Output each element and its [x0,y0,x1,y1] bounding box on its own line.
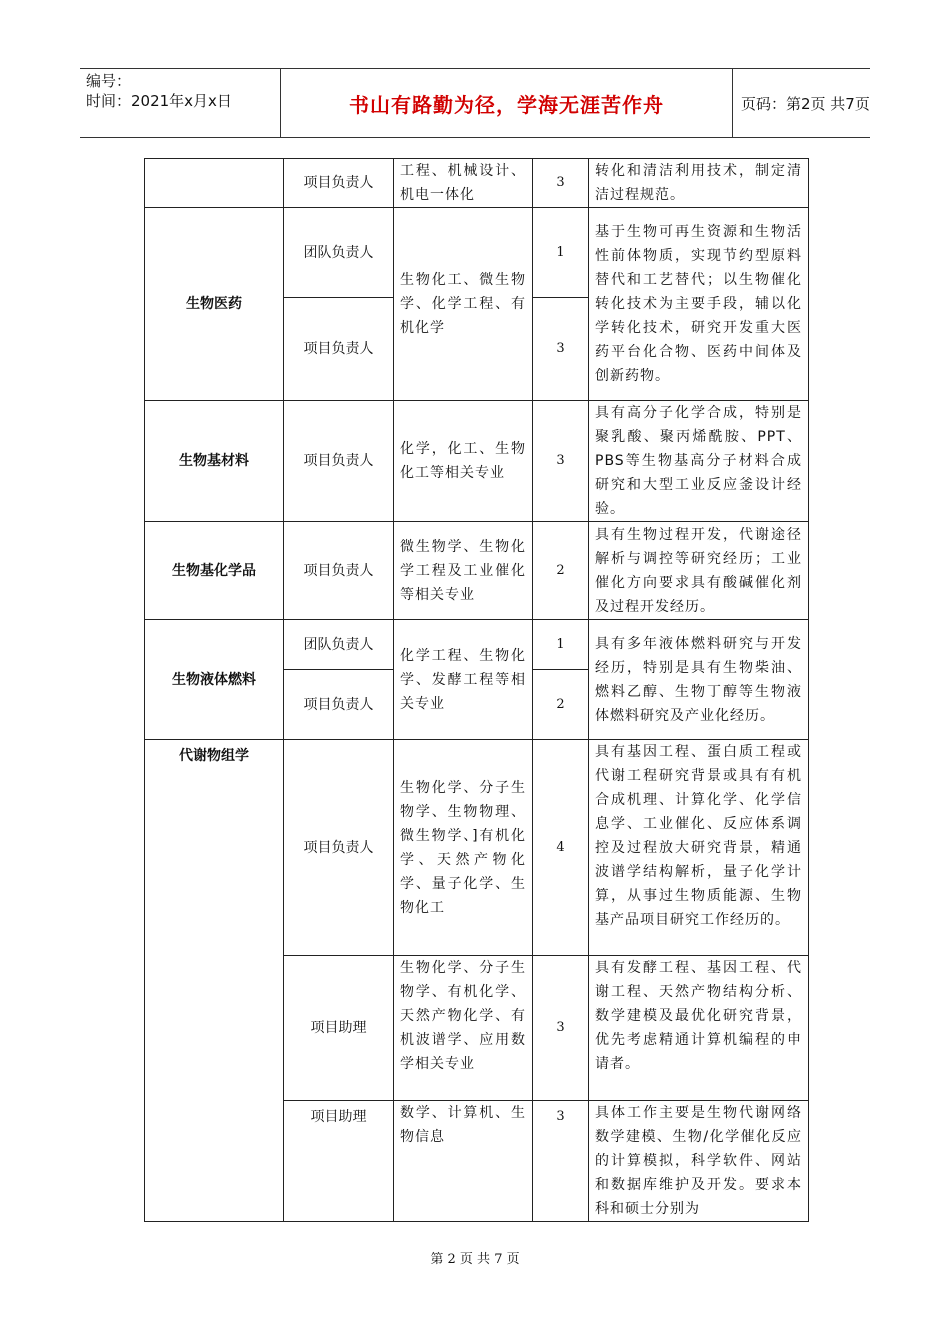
page-indicator: 页码：第2页 共7页 [741,94,870,113]
requirement-cell: 基于生物可再生资源和生物活性前体物质，实现节约型原料替代和工艺替代；以生物催化转化技术为主要手段，辅以化学转化技术，研究开发重大医药平台化合物、医药中间体及创新药物。 [589,208,809,401]
category-cell: 生物基材料 [145,401,284,522]
requirement-cell: 具有发酵工程、基因工程、代谢工程、天然产物结构分析、数学建模及最优化研究背景，优先考虑精通计算机编程的申请者。 [589,956,809,1101]
table-row [145,620,809,670]
category-cell: 生物医药 [145,208,284,401]
count-cell: 2 [533,670,589,740]
requirement-cell: 具体工作主要是生物代谢网络数学建模、生物/化学催化反应的计算模拟，科学软件、网站和数据库维护及开发。要求本科和硕士分别为 [589,1101,809,1222]
number-label: 编号： [86,72,132,90]
role-cell: 团队负责人 [284,620,394,670]
category-cell [145,159,284,208]
major-cell: 生物化学、分子生物学、生物物理、微生物学、]有机化学、天然产物化学、量子化学、生物化工 [394,740,533,956]
requirement-cell: 转化和清洁利用技术，制定清洁过程规范。 [589,159,809,208]
count-cell: 1 [533,620,589,670]
count-cell: 3 [533,1101,589,1222]
category-cell: 生物液体燃料 [145,620,284,740]
requirement-cell: 具有基因工程、蛋白质工程或代谢工程研究背景或具有有机合成机理、计算化学、化学信息学、工业催化、反应体系调控及过程放大研究背景，精通波谱学结构解析，量子化学计算，从事过生物质能源、生物基产品项目研究工作经历的。 [589,740,809,956]
role-cell: 项目负责人 [284,401,394,522]
table-row [145,740,809,956]
role-cell: 项目负责人 [284,159,394,208]
role-cell: 项目负责人 [284,670,394,740]
table-row [145,401,809,522]
major-cell: 微生物学、生物化学工程及工业催化等相关专业 [394,522,533,620]
count-cell: 3 [533,956,589,1101]
role-cell: 项目助理 [284,1101,394,1222]
count-cell: 3 [533,298,589,401]
category-cell: 生物基化学品 [145,522,284,620]
time-label: 时间：2021年x月x日 [86,92,232,110]
table-row [145,159,809,208]
count-cell: 3 [533,401,589,522]
major-cell: 生物化学、分子生物学、有机化学、天然产物化学、有机波谱学、应用数学相关专业 [394,956,533,1101]
role-cell: 团队负责人 [284,208,394,298]
count-cell: 1 [533,208,589,298]
major-cell: 化学工程、生物化学、发酵工程等相关专业 [394,620,533,740]
document-header [80,68,870,138]
header-meta [80,69,281,137]
category-cell: 代谢物组学 [145,740,284,1222]
major-cell: 数学、计算机、生物信息 [394,1101,533,1222]
count-cell: 4 [533,740,589,956]
count-cell: 3 [533,159,589,208]
major-cell: 化学，化工、生物化工等相关专业 [394,401,533,522]
page-footer: 第 2 页 共 7 页 [430,1252,520,1267]
role-cell: 项目负责人 [284,298,394,401]
count-cell: 2 [533,522,589,620]
requirement-cell: 具有多年液体燃料研究与开发经历，特别是具有生物柴油、燃料乙醇、生物丁醇等生物液体燃料研究及产业化经历。 [589,620,809,740]
table-row [145,522,809,620]
role-cell: 项目负责人 [284,740,394,956]
requirement-cell: 具有生物过程开发，代谢途径解析与调控等研究经历；工业催化方向要求具有酸碱催化剂及过程开发经历。 [589,522,809,620]
recruitment-table [144,158,809,1222]
motto: 书山有路勤为径，学海无涯苦作舟 [281,69,733,137]
role-cell: 项目助理 [284,956,394,1101]
major-cell: 生物化工、微生物学、化学工程、有机化学 [394,208,533,401]
requirement-cell: 具有高分子化学合成，特别是聚乳酸、聚丙烯酰胺、PPT、PBS等生物基高分子材料合成研究和大型工业反应釜设计经验。 [589,401,809,522]
role-cell: 项目负责人 [284,522,394,620]
major-cell: 工程、机械设计、机电一体化 [394,159,533,208]
table-row [145,208,809,298]
